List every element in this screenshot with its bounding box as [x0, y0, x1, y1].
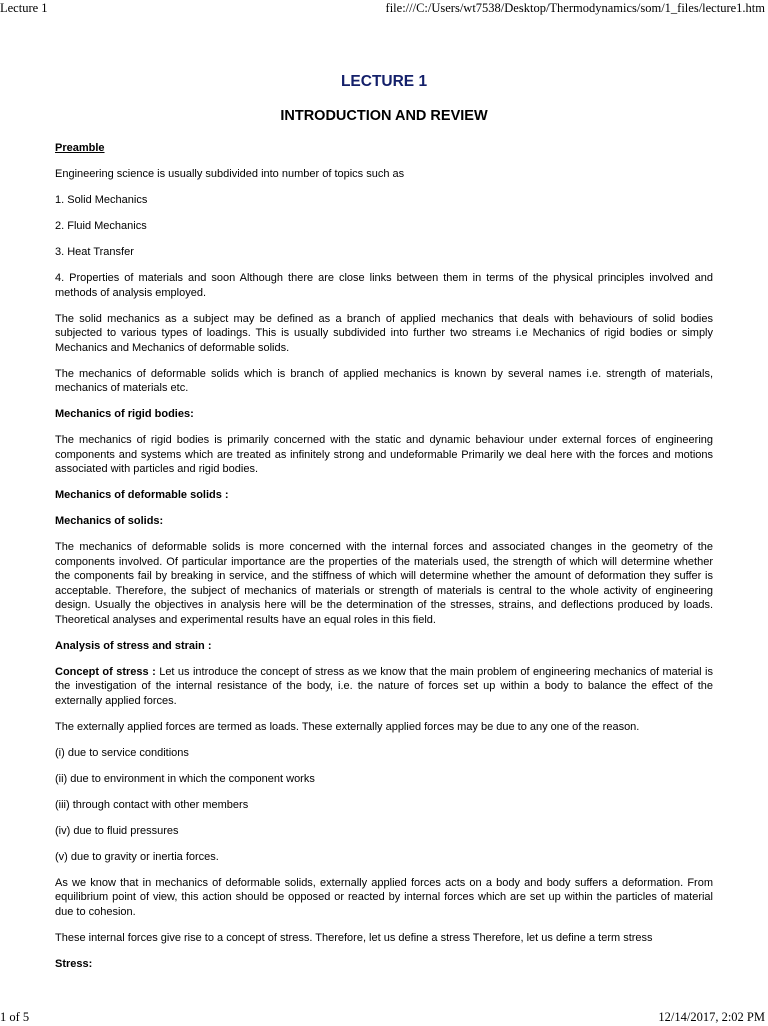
stress-strain-heading: Analysis of stress and strain :: [55, 639, 212, 652]
lecture-title: INTRODUCTION AND REVIEW: [280, 108, 488, 124]
lecture-number: LECTURE 1: [340, 73, 428, 90]
mechanics-of-solids-paragraph: The mechanics of deformable solids is more concerned with the internal forces and associated changes in the geometry of the components involved. Of particular importance are the properties of the materials used, the strength of which will determine whether the components fail by breaking in service, and the stiffness of which will determine whether the amount of deformation they suffer is acceptable. Therefore, the subject of mechanics of materials or strength of materials is central to the whole activity of engineering design. Usually the objectives in analysis here will be the determination of the stresses, strains, and deflections produced by loads. Theoretical analyses and experimental results have an equal roles in this field.: [55, 541, 713, 626]
equilibrium-paragraph: As we know that in mechanics of deformable solids, externally applied forces acts on a body and body suffers a deformation. From equilibrium point of view, this action should be opposed or reacted by internal forces which are set up within the particles of material due to cohesion.: [55, 876, 713, 918]
rigid-bodies-paragraph: The mechanics of rigid bodies is primarily concerned with the static and dynamic behaviour under external forces of engineering components and systems which are treated as infinitely strong and undeformable Primarily we deal here with the forces and motions associated with particles and rigid bodies.: [55, 434, 713, 475]
concept-of-stress-paragraph: [55, 665, 713, 709]
topic-item: 2. Fluid Mechanics: [55, 220, 147, 232]
rigid-bodies-heading: Mechanics of rigid bodies:: [55, 408, 194, 420]
reason-item: (ii) due to environment in which the component works: [55, 772, 315, 785]
mechanics-of-solids-heading: Mechanics of solids:: [55, 515, 164, 527]
solid-mechanics-paragraph: The solid mechanics as a subject may be defined as a branch of applied mechanics that deals with behaviours of solid bodies subjected to various types of loadings. This is usually subdivided into further two streams i.e Mechanics of rigid bodies or simply Mechanics and Mechanics of deformable solids.: [55, 312, 713, 354]
topic-item: 3. Heat Transfer: [55, 246, 134, 258]
topic-item: 4. Properties of materials and soon Although there are close links between them in terms of the physical principles involved and methods of analysis employed.: [55, 272, 713, 299]
page-counter: 1 of 5: [0, 1010, 30, 1024]
print-header: [0, 1, 768, 17]
deformable-paragraph: The mechanics of deformable solids which is branch of applied mechanics is known by several names i.e. strength of materials, mechanics of materials etc.: [55, 367, 713, 394]
print-timestamp: 12/14/2017, 2:02 PM: [658, 1010, 765, 1024]
reason-item: (iv) due to fluid pressures: [55, 824, 179, 837]
print-header-title: Lecture 1: [0, 1, 48, 15]
preamble-intro: Engineering science is usually subdivided into number of topics such as: [55, 168, 405, 180]
preamble-heading: Preamble: [55, 142, 105, 154]
reason-item: (v) due to gravity or inertia forces.: [55, 850, 219, 863]
reason-item: (iii) through contact with other members: [55, 798, 249, 811]
reason-item: (i) due to service conditions: [55, 746, 189, 759]
internal-forces-paragraph: These internal forces give rise to a concept of stress. Therefore, let us define a stress Therefore, let us define a term stress: [55, 931, 653, 944]
stress-heading: Stress:: [55, 957, 93, 970]
concept-of-stress-label: Concept of stress :: [55, 665, 156, 678]
concept-of-stress-text: Let us introduce the concept of stress as we know that the main problem of engineering mechanics of material is the investigation of the internal resistance of the body, i.e. the nature of forces set up within a body to balance the effect of the externally applied forces.: [55, 665, 713, 707]
loads-paragraph: The externally applied forces are termed as loads. These externally applied forces may be due to any one of the reason.: [55, 720, 640, 733]
topic-item: 1. Solid Mechanics: [55, 194, 148, 206]
deformable-solids-heading: Mechanics of deformable solids :: [55, 489, 229, 501]
print-header-url: file:///C:/Users/wt7538/Desktop/Thermodynamics/som/1_files/lecture1.htm: [385, 1, 765, 15]
document-body: [55, 72, 713, 971]
